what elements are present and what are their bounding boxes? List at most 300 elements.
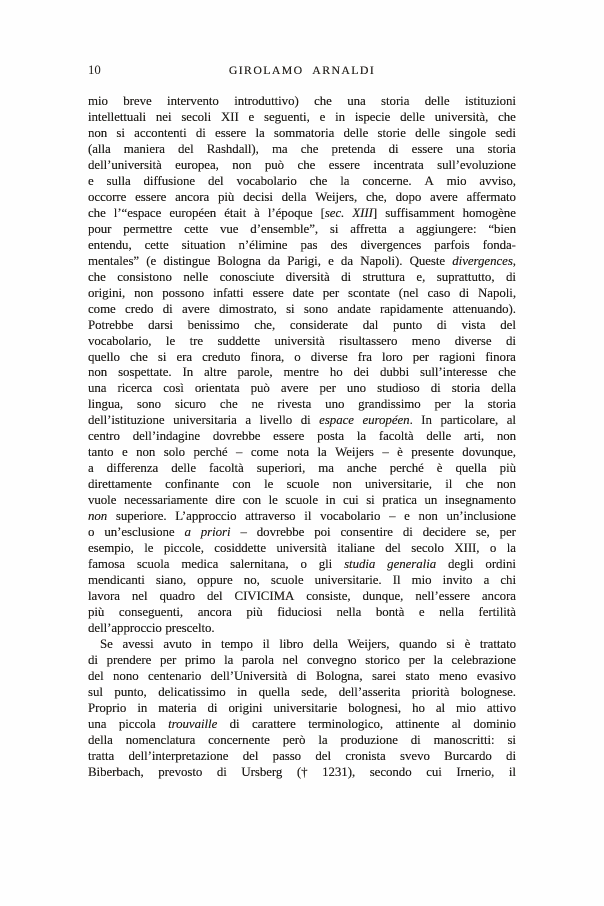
text-line: [88, 254, 516, 270]
word: à: [254, 205, 260, 220]
word: Weijers,: [347, 636, 390, 651]
word: come: [88, 301, 116, 316]
word: singole: [449, 125, 487, 140]
word: sospettate.: [118, 365, 172, 380]
word: situation: [181, 237, 226, 252]
word: delle: [424, 94, 450, 108]
word: di: [195, 125, 206, 140]
word: diffusione: [143, 173, 196, 188]
word: mio: [446, 173, 467, 188]
word: terminologico,: [308, 716, 384, 731]
word: arti,: [463, 429, 485, 444]
word: storico: [365, 652, 400, 667]
word: storia: [487, 141, 516, 156]
word: prevosto: [158, 764, 203, 779]
word: vocabolario: [320, 509, 381, 524]
text-line: [88, 334, 516, 350]
word: siano,: [155, 573, 187, 588]
word: uno: [325, 397, 345, 412]
word: che: [314, 94, 332, 108]
word: dell’università: [88, 157, 162, 172]
word: cette: [144, 237, 169, 252]
word: Napoli).: [360, 253, 403, 268]
word: a: [245, 413, 252, 428]
word: secoli: [181, 109, 212, 124]
text-line: [88, 413, 516, 429]
word: date: [292, 285, 314, 300]
word: scuola: [136, 557, 170, 572]
word: famosa: [88, 557, 125, 572]
word: chi: [500, 573, 516, 588]
word: di: [296, 668, 307, 683]
word: carattere: [251, 716, 296, 731]
word: espace: [319, 413, 354, 428]
word: una: [88, 716, 107, 731]
word: fiduciosi: [277, 605, 322, 619]
word: cui: [343, 493, 359, 508]
word: si: [507, 732, 516, 747]
word: avuto: [163, 636, 192, 651]
word: centenario: [148, 668, 202, 683]
word: perché: [193, 445, 228, 460]
word: XIII,: [454, 541, 480, 556]
text-line: [88, 749, 516, 765]
word: tanto: [88, 445, 114, 460]
text-line: [88, 765, 516, 781]
word: italiane: [337, 541, 375, 556]
word: dopo: [395, 189, 422, 204]
word: vue: [219, 221, 239, 236]
word: facoltà: [378, 429, 414, 444]
word: sedi: [495, 125, 516, 140]
word: lingua,: [88, 397, 124, 412]
word: n’élimine: [238, 237, 288, 252]
word: –: [240, 525, 247, 540]
word: dubbi: [380, 365, 410, 380]
text-line: [88, 685, 516, 701]
word: possono: [162, 285, 205, 300]
word: è: [436, 461, 443, 476]
word: ancora: [175, 189, 210, 204]
word: nono: [113, 668, 139, 683]
word: “bien: [488, 221, 516, 236]
word: generalia: [387, 557, 437, 572]
text-line: [88, 589, 516, 605]
word: trattato: [479, 636, 516, 651]
word: mentales”: [88, 253, 140, 268]
word: direttamente: [88, 477, 152, 492]
word: l’époque: [267, 205, 313, 220]
word: per: [319, 381, 336, 396]
text-line: [88, 94, 516, 110]
word: CIVICIMA: [234, 589, 295, 604]
word: una: [347, 94, 366, 108]
word: per: [499, 525, 516, 540]
word: dell’approccio: [88, 620, 162, 635]
word: svevo: [400, 748, 430, 763]
word: considerate: [289, 317, 348, 332]
text-line: [88, 238, 516, 254]
word: non: [496, 477, 516, 492]
word: 1231),: [322, 764, 356, 779]
word: ragioni: [439, 349, 476, 364]
word: creduto: [202, 349, 241, 364]
word: ho: [329, 365, 343, 380]
page-header: [88, 63, 516, 79]
word: così: [163, 381, 184, 396]
word: intervento: [167, 94, 219, 108]
word: stato: [405, 668, 430, 683]
word: perché: [389, 461, 424, 476]
word: XIII]: [352, 205, 378, 220]
word: priori: [200, 525, 231, 540]
text-line: [88, 158, 516, 174]
word: con: [232, 477, 251, 492]
word: convegno: [306, 652, 357, 667]
word: delle: [426, 429, 452, 444]
word: o: [489, 541, 497, 556]
word: affermato: [466, 189, 516, 204]
word: di: [436, 317, 447, 332]
word: in: [137, 700, 148, 715]
word: dell’istituzione: [88, 413, 165, 428]
word: entendu,: [88, 237, 132, 252]
word: o: [300, 557, 307, 572]
word: conosciute: [219, 269, 275, 284]
word: (nel: [398, 285, 419, 300]
word: dimostrato,: [218, 301, 277, 316]
word: e,: [416, 269, 426, 284]
word: sull’evoluzione: [437, 157, 516, 172]
word: In: [182, 365, 194, 380]
word: origini: [228, 700, 263, 715]
word: di: [430, 381, 441, 396]
word: universitarie: [273, 700, 338, 715]
word: si: [116, 125, 125, 140]
word: scuole: [270, 573, 304, 588]
word: Potrebbe: [88, 317, 134, 332]
word: evasivo: [476, 668, 516, 683]
word: dire: [215, 493, 236, 508]
word: intellettuali: [88, 109, 147, 124]
word: divergences: [360, 237, 422, 252]
word: del: [385, 541, 401, 556]
word: –: [389, 509, 396, 524]
word: da: [267, 253, 281, 268]
word: che,: [254, 317, 276, 332]
text-line: [88, 350, 516, 366]
word: vista: [461, 317, 486, 332]
word: consistono: [117, 269, 172, 284]
word: dal: [362, 317, 379, 332]
word: esempio,: [88, 541, 134, 556]
word: accontenti: [134, 125, 187, 140]
word: non: [136, 445, 156, 460]
word: nota: [287, 445, 310, 460]
word: dell’Università: [210, 668, 288, 683]
word: rivesta: [277, 397, 312, 412]
word: piccole,: [163, 541, 204, 556]
word: (e: [146, 253, 157, 268]
word: fonda-: [482, 237, 516, 252]
word: ancora: [197, 605, 232, 619]
word: in: [237, 684, 248, 699]
word: che: [309, 173, 328, 188]
word: in: [325, 493, 336, 508]
word: dell’interpretazione: [128, 748, 229, 763]
word: di: [506, 333, 516, 348]
word: la: [224, 652, 234, 667]
word: essere: [273, 429, 305, 444]
word: più: [246, 605, 263, 619]
word: sede,: [301, 684, 328, 699]
word: dei: [353, 365, 370, 380]
word: più: [499, 461, 516, 476]
word: del: [315, 748, 331, 763]
word: parfois: [434, 237, 470, 252]
word: che,: [365, 189, 387, 204]
word: di: [410, 732, 421, 747]
word: storia: [487, 397, 516, 412]
word: mentre: [283, 365, 319, 380]
word: concernente: [208, 732, 270, 747]
word: diverse: [454, 333, 492, 348]
text-line: [88, 190, 516, 206]
word: L’approccio: [175, 509, 237, 524]
word: diversità: [285, 269, 330, 284]
text-line: [88, 461, 516, 477]
word: la: [356, 429, 367, 444]
word: Burcardo: [444, 748, 492, 763]
word: più: [88, 605, 105, 619]
word: di: [229, 716, 240, 731]
word: occorre: [88, 189, 127, 204]
word: le: [144, 541, 154, 556]
word: avere: [181, 301, 210, 316]
word: A: [424, 173, 434, 188]
word: Queste: [409, 253, 446, 268]
word: del: [206, 589, 223, 604]
word: può: [264, 157, 285, 172]
word: bontà: [375, 605, 405, 619]
word: avviso,: [479, 173, 516, 188]
word: la: [506, 541, 516, 556]
word: benissimo: [187, 317, 240, 332]
word: necessariamente: [123, 493, 208, 508]
word: avere: [280, 381, 309, 396]
word: un: [424, 493, 438, 508]
word: sarei: [371, 668, 397, 683]
text-line: [88, 110, 516, 126]
word: e: [319, 109, 326, 124]
word: libro: [279, 636, 304, 651]
word: decisi: [243, 189, 273, 204]
word: scuole: [285, 493, 318, 508]
word: università: [276, 541, 327, 556]
word: nell’essere: [415, 589, 470, 604]
word: quello: [88, 349, 120, 364]
word: nella: [336, 605, 362, 619]
word: storia: [451, 381, 481, 396]
word: parole,: [237, 365, 273, 380]
word: consiste,: [306, 589, 351, 604]
text-line: [88, 206, 516, 222]
word: tempo: [220, 636, 253, 651]
word: prescelto.: [165, 620, 215, 635]
word: di: [505, 269, 516, 284]
word: in: [335, 109, 346, 124]
word: consentire: [340, 525, 393, 540]
text-line: [88, 429, 516, 445]
word: oppure: [197, 573, 233, 588]
word: homogène: [462, 205, 516, 220]
word: Weijers,: [315, 189, 358, 204]
word: delle: [400, 109, 425, 124]
word: dovunque,: [462, 445, 516, 460]
word: mendicanti: [88, 573, 145, 588]
word: finora: [485, 349, 516, 364]
text-line: [88, 477, 516, 493]
word: e: [88, 173, 94, 188]
word: si: [157, 349, 167, 364]
word: invito: [442, 573, 473, 588]
word: a: [398, 221, 405, 236]
word: suffisamment: [385, 205, 455, 220]
text-line: [88, 653, 516, 669]
word: celebrazione: [451, 652, 516, 667]
word: fertilità: [478, 605, 516, 619]
body-text: [88, 94, 516, 781]
word: Weijers: [335, 445, 374, 460]
word: materia: [158, 700, 197, 715]
word: lavora: [88, 589, 120, 604]
word: di: [207, 700, 218, 715]
word: medica: [181, 557, 219, 572]
word: nei: [155, 109, 172, 124]
word: non: [88, 365, 108, 380]
word: dell’indagine: [132, 429, 201, 444]
word: credo: [125, 301, 154, 316]
word: XII: [220, 109, 239, 124]
word: di: [506, 748, 516, 763]
word: nel: [282, 652, 299, 667]
word: è: [464, 636, 471, 651]
text-line: [88, 381, 516, 397]
word: l’“espace: [113, 205, 162, 220]
word: Irnerio,: [456, 764, 495, 779]
word: conseguenti,: [118, 605, 184, 619]
word: come: [250, 445, 279, 460]
word: di: [88, 652, 98, 667]
word: vocabolario,: [88, 333, 152, 348]
text-line: [88, 605, 516, 621]
word: delle: [415, 125, 440, 140]
word: ancora: [481, 589, 516, 604]
text-line: [88, 669, 516, 685]
word: si: [329, 221, 339, 236]
word: anche: [346, 461, 377, 476]
word: essere: [411, 141, 443, 156]
text-line: [88, 222, 516, 238]
word: seguenti,: [264, 109, 310, 124]
word: caso: [427, 285, 451, 300]
text-line: [88, 557, 516, 573]
word: Napoli,: [478, 285, 516, 300]
word: da: [340, 253, 353, 268]
word: se,: [475, 525, 490, 540]
word: non: [232, 157, 252, 172]
word: che: [88, 269, 106, 284]
word: al: [435, 700, 446, 715]
word: Il: [392, 573, 401, 588]
word: attinente: [395, 716, 440, 731]
word: il: [445, 477, 453, 492]
text-line: [88, 733, 516, 749]
text-line: [88, 573, 516, 589]
word: ne: [251, 397, 264, 412]
word: sulla: [106, 173, 131, 188]
word: suprattutto,: [436, 269, 495, 284]
word: si: [446, 636, 455, 651]
word: di: [402, 525, 413, 540]
word: incentrata: [373, 157, 424, 172]
word: non: [134, 285, 154, 300]
word: più: [217, 189, 235, 204]
word: poi: [314, 525, 331, 540]
word: scontate: [348, 285, 390, 300]
text-line: [88, 701, 516, 717]
word: Parigi,: [287, 253, 321, 268]
word: loro: [382, 349, 403, 364]
word: divergences,: [452, 253, 516, 268]
word: della: [88, 732, 113, 747]
text-line: [88, 286, 516, 302]
word: finora,: [250, 349, 285, 364]
text-line: [88, 318, 516, 334]
word: passo: [272, 748, 302, 763]
word: non: [88, 509, 108, 524]
word: meno: [439, 668, 468, 683]
word: origini,: [88, 285, 126, 300]
word: cosiddette: [214, 541, 267, 556]
word: e: [248, 109, 255, 124]
word: sono: [303, 301, 329, 316]
word: d’ensemble”,: [250, 221, 319, 236]
word: il: [508, 764, 516, 779]
word: può: [250, 381, 270, 396]
word: si: [366, 493, 375, 508]
word: attraverso: [245, 509, 296, 524]
word: del: [500, 317, 516, 332]
word: vocabolario: [236, 173, 297, 188]
word: [sec.: [320, 205, 345, 220]
page-number: 10: [88, 63, 101, 77]
word: dovrebbe: [256, 525, 305, 540]
word: essere: [215, 125, 247, 140]
word: per: [159, 652, 177, 667]
word: mio: [88, 94, 108, 108]
word: altre: [203, 365, 227, 380]
word: a: [184, 525, 191, 540]
word: cette: [184, 221, 209, 236]
word: Bologna,: [316, 668, 363, 683]
word: maniera: [123, 141, 165, 156]
word: storia: [381, 94, 410, 108]
word: che: [130, 349, 148, 364]
word: è: [397, 445, 403, 460]
word: meno: [411, 333, 441, 348]
word: sull’interesse: [420, 365, 488, 380]
